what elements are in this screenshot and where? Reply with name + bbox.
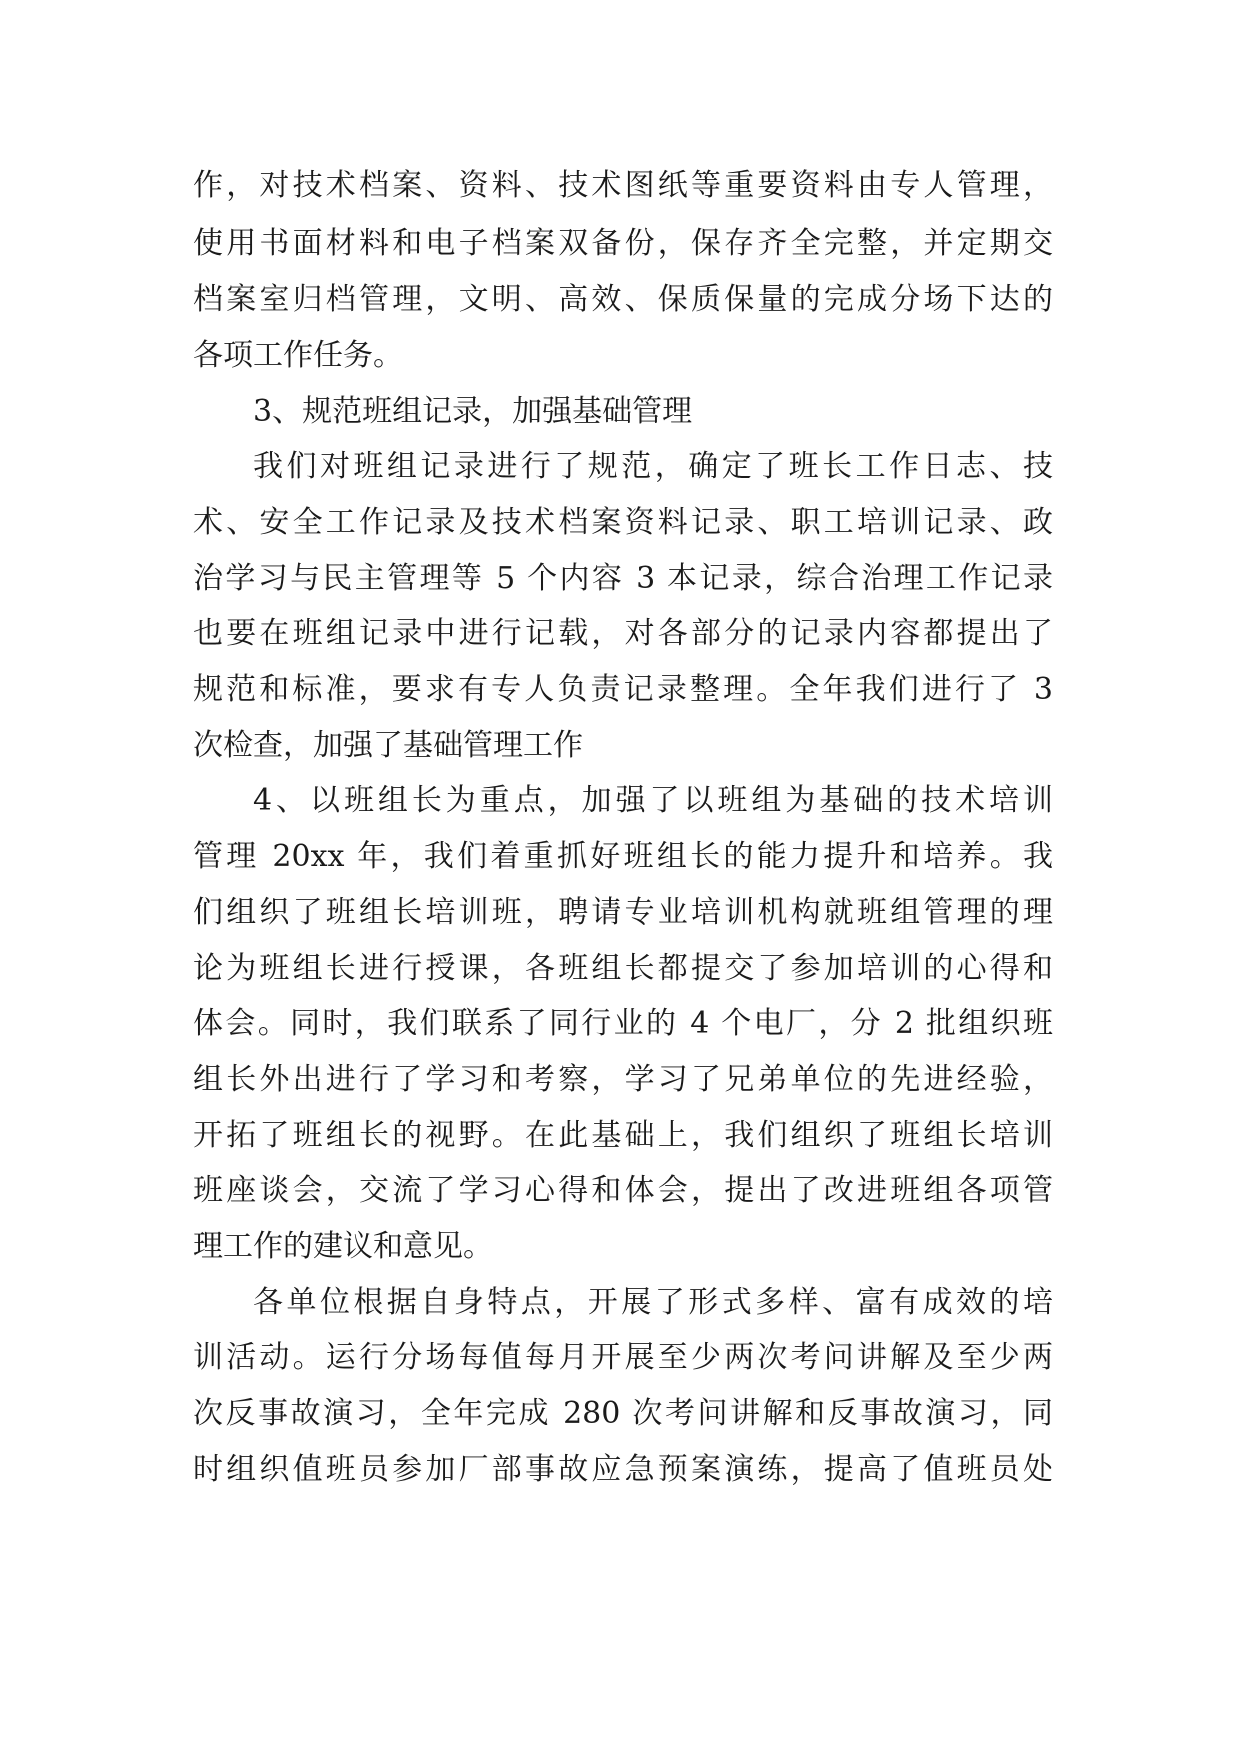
text-line: 训活动。运行分场每值每月开展至少两次考问讲解及至少两 (193, 1340, 1053, 1375)
text-line: 规范和标准，要求有专人负责记录整理。全年我们进行了 3 (193, 672, 1053, 707)
text-line: 次检查，加强了基础管理工作 (193, 728, 583, 763)
text-line: 次反事故演习，全年完成 280 次考问讲解和反事故演习，同 (193, 1396, 1053, 1431)
text-line: 管理 20xx 年，我们着重抓好班组长的能力提升和培养。我 (193, 839, 1053, 874)
text-line: 体会。同时，我们联系了同行业的 4 个电厂，分 2 批组织班 (193, 1006, 1053, 1041)
section-heading: 3、规范班组记录，加强基础管理 (253, 394, 693, 429)
text-line: 作，对技术档案、资料、技术图纸等重要资料由专人管理， (193, 168, 1053, 203)
text-line: 也要在班组记录中进行记载，对各部分的记录内容都提出了 (193, 616, 1053, 651)
text-line: 们组织了班组长培训班，聘请专业培训机构就班组管理的理 (193, 895, 1053, 930)
text-line: 论为班组长进行授课，各班组长都提交了参加培训的心得和 (193, 951, 1053, 986)
text-line: 组长外出进行了学习和考察，学习了兄弟单位的先进经验， (193, 1062, 1053, 1097)
text-line: 治学习与民主管理等 5 个内容 3 本记录，综合治理工作记录 (193, 561, 1053, 596)
text-line: 理工作的建议和意见。 (193, 1229, 493, 1264)
text-line: 时组织值班员参加厂部事故应急预案演练，提高了值班员处 (193, 1452, 1053, 1487)
text-line: 各单位根据自身特点，开展了形式多样、富有成效的培 (253, 1285, 1053, 1320)
text-line: 档案室归档管理，文明、高效、保质保量的完成分场下达的 (193, 282, 1053, 317)
text-line: 我们对班组记录进行了规范，确定了班长工作日志、技 (253, 449, 1053, 484)
text-line: 使用书面材料和电子档案双备份，保存齐全完整，并定期交 (193, 226, 1053, 261)
text-line: 开拓了班组长的视野。在此基础上，我们组织了班组长培训 (193, 1118, 1053, 1153)
text-line: 班座谈会，交流了学习心得和体会，提出了改进班组各项管 (193, 1173, 1053, 1208)
text-line: 术、安全工作记录及技术档案资料记录、职工培训记录、政 (193, 505, 1053, 540)
text-line: 各项工作任务。 (193, 338, 403, 373)
section-heading: 4、以班组长为重点，加强了以班组为基础的技术培训 (253, 783, 1053, 818)
